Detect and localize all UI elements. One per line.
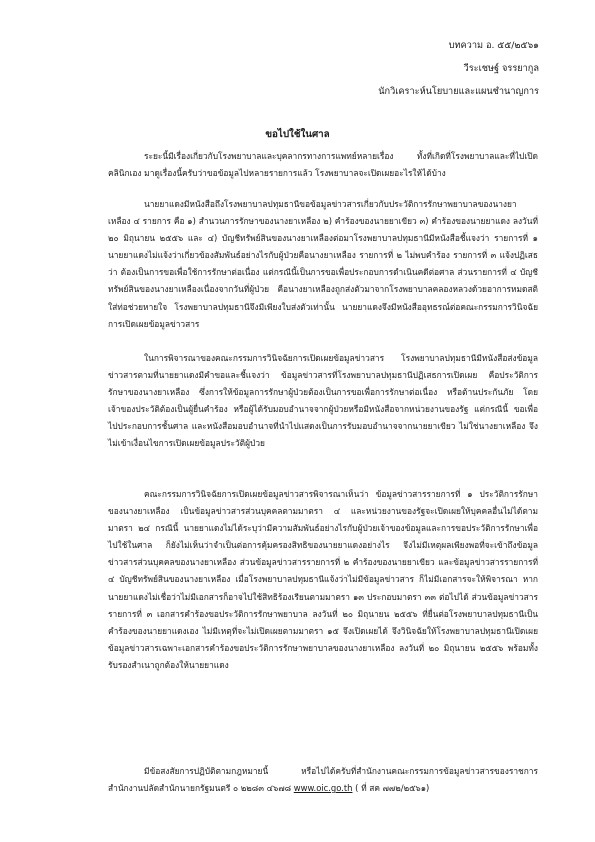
document-title: ขอไปใช้ในศาล	[265, 129, 330, 140]
paragraph-decision: คณะกรรมการวินิจฉัยการเปิดเผยข้อมูลข่าวสารพิจารณาเห็นว่า ข้อมูลข่าวสารรายการที่ ๑ ประวัติการรักษาของนางยาเหลือง เป็นข้อมูลข่าวสารส่วนบุคคลตามมาตรา ๔ และหน่วยงานของรัฐจะเปิดเผยให้บุคคลอื่นไม่ได้ตามมาตรา ๒๔ กรณีนี้ นายยาแดงไม่ได้ระบุว่ามีความสัมพันธ์อย่างไรกับผู้ป่วยเจ้าของข้อมูลและการขอประวัติการรักษาเพื่อไปใช้ในศาล ก็ยังไม่เห็นว่าจำเป็นต่อการคุ้มครองสิทธิของนายยาแดงอย่างไร จึงไม่มีเหตุผลเพียงพอที่จะเข้าถึงข้อมูลข่าวสารส่วนบุคคลของนางยาเหลือง ส่วนข้อมูลข่าวสารรายการที่ ๒ คำร้องของนายยาเขียว และข้อมูลข่าวสารรายการที่ ๔ บัญชีทรัพย์สินของนางยาเหลือง เมื่อโรงพยาบาลปทุมธานีแจ้งว่าไม่มีข้อมูลข่าวสาร ก็ไม่มีเอกสารจะให้พิจารณา หากนายยาแดงไม่เชื่อว่าไม่มีเอกสารก็อาจไปใช้สิทธิร้องเรียนตามมาตรา ๑๓ ประกอบมาตรา ๓๓ ต่อไปได้ ส่วนข้อมูลข่าวสารรายการที่ ๓ เอกสารคำร้องขอประวัติการรักษาพยาบาล ลงวันที่ ๒๐ มิถุนายน ๒๕๕๖ ที่ยื่นต่อโรงพยาบาลปทุมธานีเป็นคำร้องของนายยาแดงเอง ไม่มีเหตุที่จะไม่เปิดเผยตามมาตรา ๑๕ จึงเปิดเผยได้ จึงวินิจฉัยให้โรงพยาบาลปทุมธานีเปิดเผยข้อมูลข่าวสารเฉพาะเอกสารคำร้องขอประวัติการรักษาพยาบาลของนางยาเหลือง ลงวันที่ ๒๐ มิถุนายน ๒๕๕๖ พร้อมทั้งรับรองสำเนาถูกต้องให้นายยาแดง	[108, 489, 538, 670]
paragraph-request: นายยาแดงมีหนังสือถึงโรงพยาบาลปทุมธานีขอข้อมูลข่าวสารเกี่ยวกับประวัติการรักษาพยาบาลของนางยาเหลือง ๔ รายการ คือ ๑) สำนวนการรักษาของนางยาเหลือง ๒) คำร้องของนายยาเขียว ๓) คำร้องของนายยาแดง ลงวันที่ ๒๐ มิถุนายน ๒๕๕๖ และ ๔) บัญชีทรัพย์สินของนางยาเหลืองต่อมาโรงพยาบาลปทุมธานีมีหนังสือชี้แจงว่า รายการที่ ๑ นายยาแดงไม่แจ้งว่าเกี่ยวข้องสัมพันธ์อย่างไรกับผู้ป่วยคือนางยาเหลือง รายการที่ ๒ ไม่พบคำร้อง รายการที่ ๓ แจ้งปฏิเสธว่า ต้องเป็นการขอเพื่อใช้การรักษาต่อเนื่อง แต่กรณีนี้เป็นการขอเพื่อประกอบการดำเนินคดีต่อศาล ส่วนรายการที่ ๔ บัญชีทรัพย์สินของนางยาเหลืองเนื่องจากวันที่ผู้ป่วย คือนางยาเหลืองถูกส่งตัวมาจากโรงพยาบาลคลองหลวงด้วยอาการหมดสติ ใส่ท่อช่วยหายใจ โรงพยาบาลปทุมธานีจึงมีเพียงใบส่งตัวเท่านั้น นายยาแดงจึงมีหนังสืออุทธรณ์ต่อคณะกรรมการวินิจฉัยการเปิดเผยข้อมูลข่าวสาร	[108, 199, 538, 329]
document-reference: ( ที่ สค ๗๗๒/๒๕๖๑)	[355, 783, 430, 794]
paragraph-intro: ระยะนี้มีเรื่องเกี่ยวกับโรงพยาบาลและบุคลากรทางการแพทย์หลายเรื่อง ทั้งที่เกิดที่โรงพยาบาลและที่ไปเปิดคลินิกเอง มาดูเรื่องนี้ครับว่าขอข้อมูลไปหลายรายการแล้ว โรงพยาบาลจะเปิดเผยอะไรให้ได้บ้าง	[108, 151, 538, 179]
website-link[interactable]: www.oic.go.th	[293, 783, 353, 794]
author-name: วีระเชษฐ์ จรรยากูล	[463, 63, 539, 74]
paragraph-consideration: ในการพิจารณาของคณะกรรมการวินิจฉัยการเปิดเผยข้อมูลข่าวสาร โรงพยาบาลปทุมธานีมีหนังสือส่งข้อมูลข่าวสารตามที่นายยาแดงมีคำขอและชี้แจงว่า ข้อมูลข่าวสารที่โรงพยาบาลปทุมธานีปฏิเสธการเปิดเผย คือประวัติการรักษาของนางยาเหลือง ซึ่งการให้ข้อมูลการรักษาผู้ป่วยต้องเป็นการขอเพื่อการรักษาต่อเนื่อง หรือต้านประกันภัย โดยเจ้าของประวัติต้องเป็นผู้ยื่นคำร้อง หรือผู้ได้รับมอบอำนาจจากผู้ป่วยหรือมีหนังสือจากหน่วยงานของรัฐ แต่กรณีนี้ ขอเพื่อไปประกอบการชั้นศาล และหนังสือมอบอำนาจที่นำไปแสดงเป็นการรับมอบอำนาจจากนายยาเขียว ไม่ใช่นางยาเหลือง จึงไม่เข้าเงื่อนไขการเปิดเผยข้อมูลประวัติผู้ป่วย	[108, 353, 538, 449]
author-position: นักวิเคราะห์นโยบายและแผนชำนาญการ	[378, 86, 539, 97]
article-reference: บทความ อ. ๕๕/๒๕๖๑	[448, 40, 539, 51]
paragraph-contact	[108, 763, 538, 797]
contact-text: มีข้อสงสัยการปฏิบัติตามกฎหมายนี้ หรือไปได้ครับที่สำนักงานคณะกรรมการข้อมูลข่าวสารของราชการ สำนักงานปลัดสำนักนายกรัฐมนตรี ๐ ๒๒๘๓ ๔๖๗๘	[108, 766, 538, 794]
